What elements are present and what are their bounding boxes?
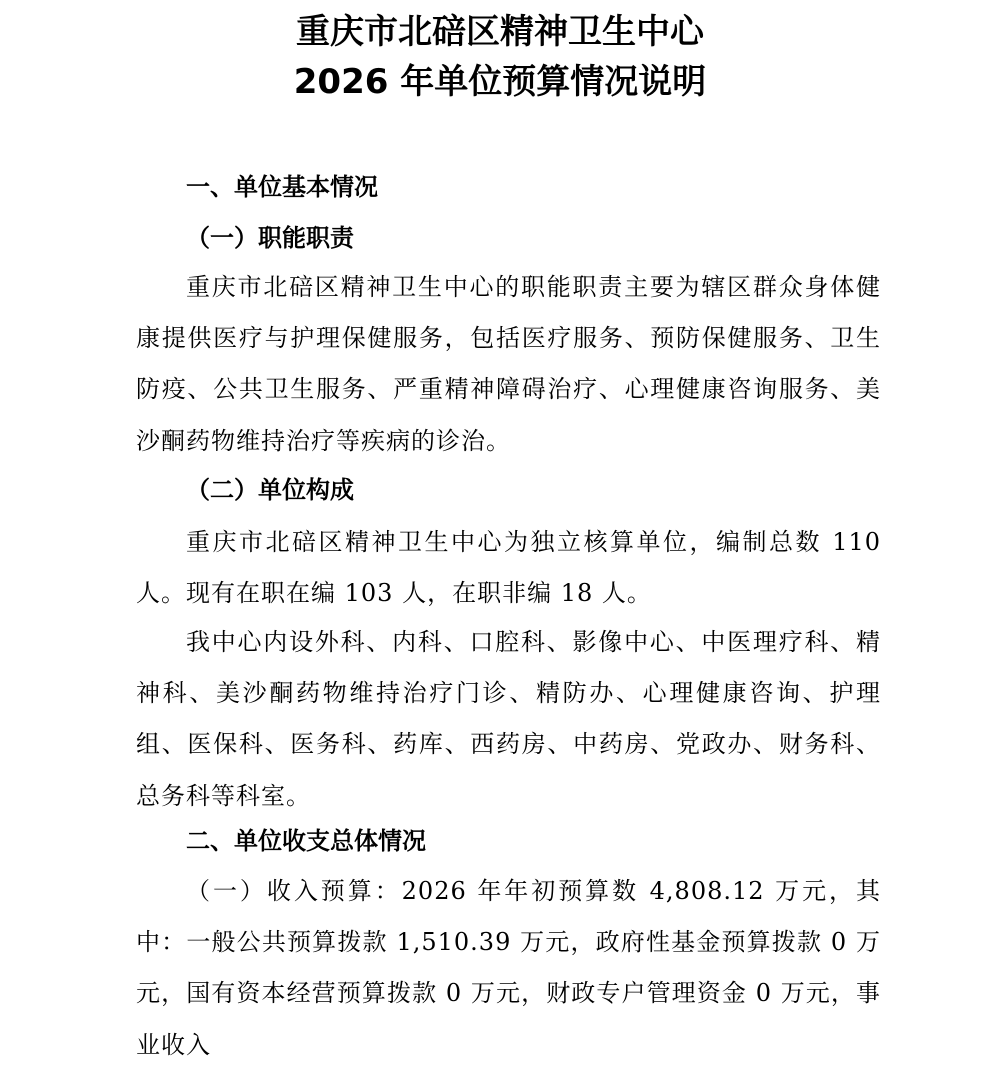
section-heading-basic-info: 一、单位基本情况 — [186, 173, 378, 201]
paragraph-departments: 我中心内设外科、内科、口腔科、影像中心、中医理疗科、精神科、美沙酮药物维持治疗门诊、精防办、心理健康咨询、护理组、医保科、医务科、药库、西药房、中药房、党政办、财务科、总务科等科室。 — [136, 628, 881, 810]
subsection-heading-functions: （一）职能职责 — [186, 223, 354, 252]
paragraph-staffing: 重庆市北碚区精神卫生中心为独立核算单位，编制总数 110 人。现有在职在编 103 人，在职非编 18 人。 — [136, 528, 881, 608]
document-title-line-2: 2026 年单位预算情况说明 — [293, 62, 707, 102]
paragraph-functions: 重庆市北碚区精神卫生中心的职能职责主要为辖区群众身体健康提供医疗与护理保健服务，包括医疗服务、预防保健服务、卫生防疫、公共卫生服务、严重精神障碍治疗、心理健康咨询服务、美沙酮药物维持治疗等疾病的诊治。 — [136, 273, 881, 455]
document-title-line-1: 重庆市北碚区精神卫生中心 — [296, 12, 704, 52]
section-heading-budget-overview: 二、单位收支总体情况 — [186, 827, 426, 855]
subsection-heading-composition: （二）单位构成 — [186, 475, 354, 504]
paragraph-income-budget: （一）收入预算：2026 年年初预算数 4,808.12 万元，其中：一般公共预算拨款 1,510.39 万元，政府性基金预算拨款 0 万元，国有资本经营预算拨款 0 万元，财政专户管理资金 0 万元，事业收入 — [136, 877, 881, 1059]
